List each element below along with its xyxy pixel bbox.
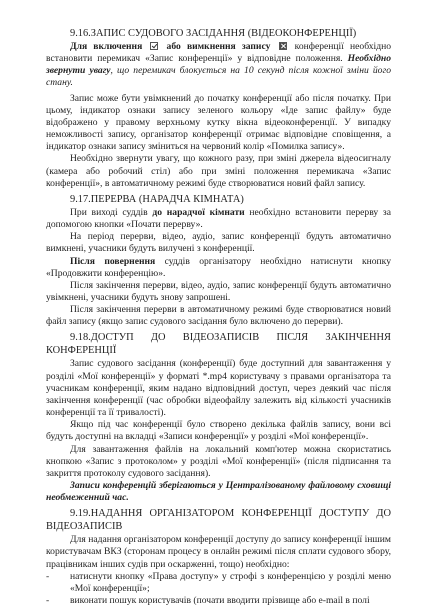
paragraph xyxy=(46,41,391,90)
text: необхідно встановити перерву за допомогою кнопки «Почати перерву». xyxy=(46,206,391,231)
list-item xyxy=(46,595,391,607)
paragraph: Запис судового засідання (конференції) буде доступний для завантаження у розділі «Мої конференції» у форматі *.mp4 користувачу з правами організатора та учасникам конференції, яким надано відповідний доступ, через деякий час після закінчення конференції (час обробки відеофайлу залежить від кількості учасників конференції та її тривалості). xyxy=(46,358,391,419)
paragraph: Якщо під час конференції було створено декілька файлів запису, вони всі будуть доступні на вкладці «Записи конференції» у розділі «Мої конференції». xyxy=(46,419,391,443)
bold-text: або вимкнення запису xyxy=(160,41,271,52)
paragraph-emphasis: Записи конференцій зберігаються у Централізованому файловому сховищі необмеженний час. xyxy=(46,480,391,504)
paragraph: Запис може бути увімкнений до початку конференції або після початку. При цьому, індикатор ознаки запису зеленого кольору «Іде запис файлу» буде відображено у правому верхньому кутку вікна відеоконференції. У випадку неможливості запису, організатор конференції отримає відповідне сповіщення, а індикатор ознаки запису зміниться на червоний колір «Помилка запису». xyxy=(46,92,391,153)
paragraph: Необхідно звернути увагу, що кожного разу, при зміні джерела відеосигналу (камера або робочий стіл) або при зміні положення перемикача «Запис конференції», в автоматичному режимі буде створюватися новий файл запису. xyxy=(46,153,391,189)
section-heading-9-16: 9.16.ЗАПИС СУДОВОГО ЗАСІДАННЯ (ВІДЕОКОНФЕРЕНЦІЇ) xyxy=(70,28,357,39)
bold-text: Для включення xyxy=(70,41,143,52)
section-heading-9-19: 9.19.НАДАННЯ ОРГАНІЗАТОРОМ КОНФЕРЕНЦІЇ ДОСТУПУ ДО ВІДЕОЗАПИСІВ xyxy=(46,508,391,533)
bold-text: Після повернення xyxy=(70,255,156,267)
paragraph: Після закінчення перерви в автоматичному режимі буде створюватися новий файл запису (якщо запис судового засідання було включено до перерви). xyxy=(46,304,391,328)
section-heading-9-17: 9.17.ПЕРЕРВА (НАРАДЧА КІМНАТА) xyxy=(70,193,244,205)
italic-text: , що перемикач блокується на 10 секунд після кожної зміни його стану. xyxy=(46,65,391,89)
paragraph: Після закінчення перерви, відео, аудіо, запис конференції будуть автоматично увімкнені, учасники будуть знову запрошені. xyxy=(46,279,391,303)
list-dash: - xyxy=(46,595,50,607)
list-item-text: виконати пошук користувачів (почати вводити прізвище або e-mail в полі xyxy=(70,595,370,607)
list-dash: - xyxy=(46,570,50,582)
paragraph xyxy=(46,256,391,280)
paragraph: На період перерви, відео, аудіо, запис конференції будуть автоматично вимкнені, учасники будуть вилучені з конференції. xyxy=(46,231,391,255)
checked-checkbox-icon xyxy=(150,42,158,50)
list-item-text: натиснути кнопку «Права доступу» у строфі з конференцією у розділі меню «Мої конференції»; xyxy=(70,570,391,594)
text: конференції необхідно встановити перемикач «Запис конференції» у відповідне положення. xyxy=(46,41,392,65)
list-item xyxy=(46,571,391,595)
paragraph: Для надання організатором конференції доступу до запису конференції іншим користувачам ВКЗ (сторонам процесу в онлайн режимі після сплати судового збору, працівникам інших судів при оскарженні, тощо) необхідно: xyxy=(46,534,391,570)
text: суддів організатору необхідно натиснути кнопку «Продовжити конференцію». xyxy=(46,255,392,279)
text: При виході суддів xyxy=(70,206,153,218)
paragraph: Для завантаження файлів на локальний комп'ютер можна скористатись кнопкою «Запис з протоколом» у розділі «Мої конференції» (після підписання та закриття протоколу судового засідання). xyxy=(46,443,391,479)
bold-text: до нарадчої кімнати xyxy=(152,206,245,218)
paragraph xyxy=(46,207,391,231)
crossed-checkbox-icon xyxy=(279,42,287,50)
section-heading-9-18: 9.18.ДОСТУП ДО ВІДЕОЗАПИСІВ ПІСЛЯ ЗАКІНЧЕННЯ КОНФЕРЕНЦІЇ xyxy=(46,332,391,357)
bold-italic-text: Необхідно звернути увагу xyxy=(46,53,391,77)
